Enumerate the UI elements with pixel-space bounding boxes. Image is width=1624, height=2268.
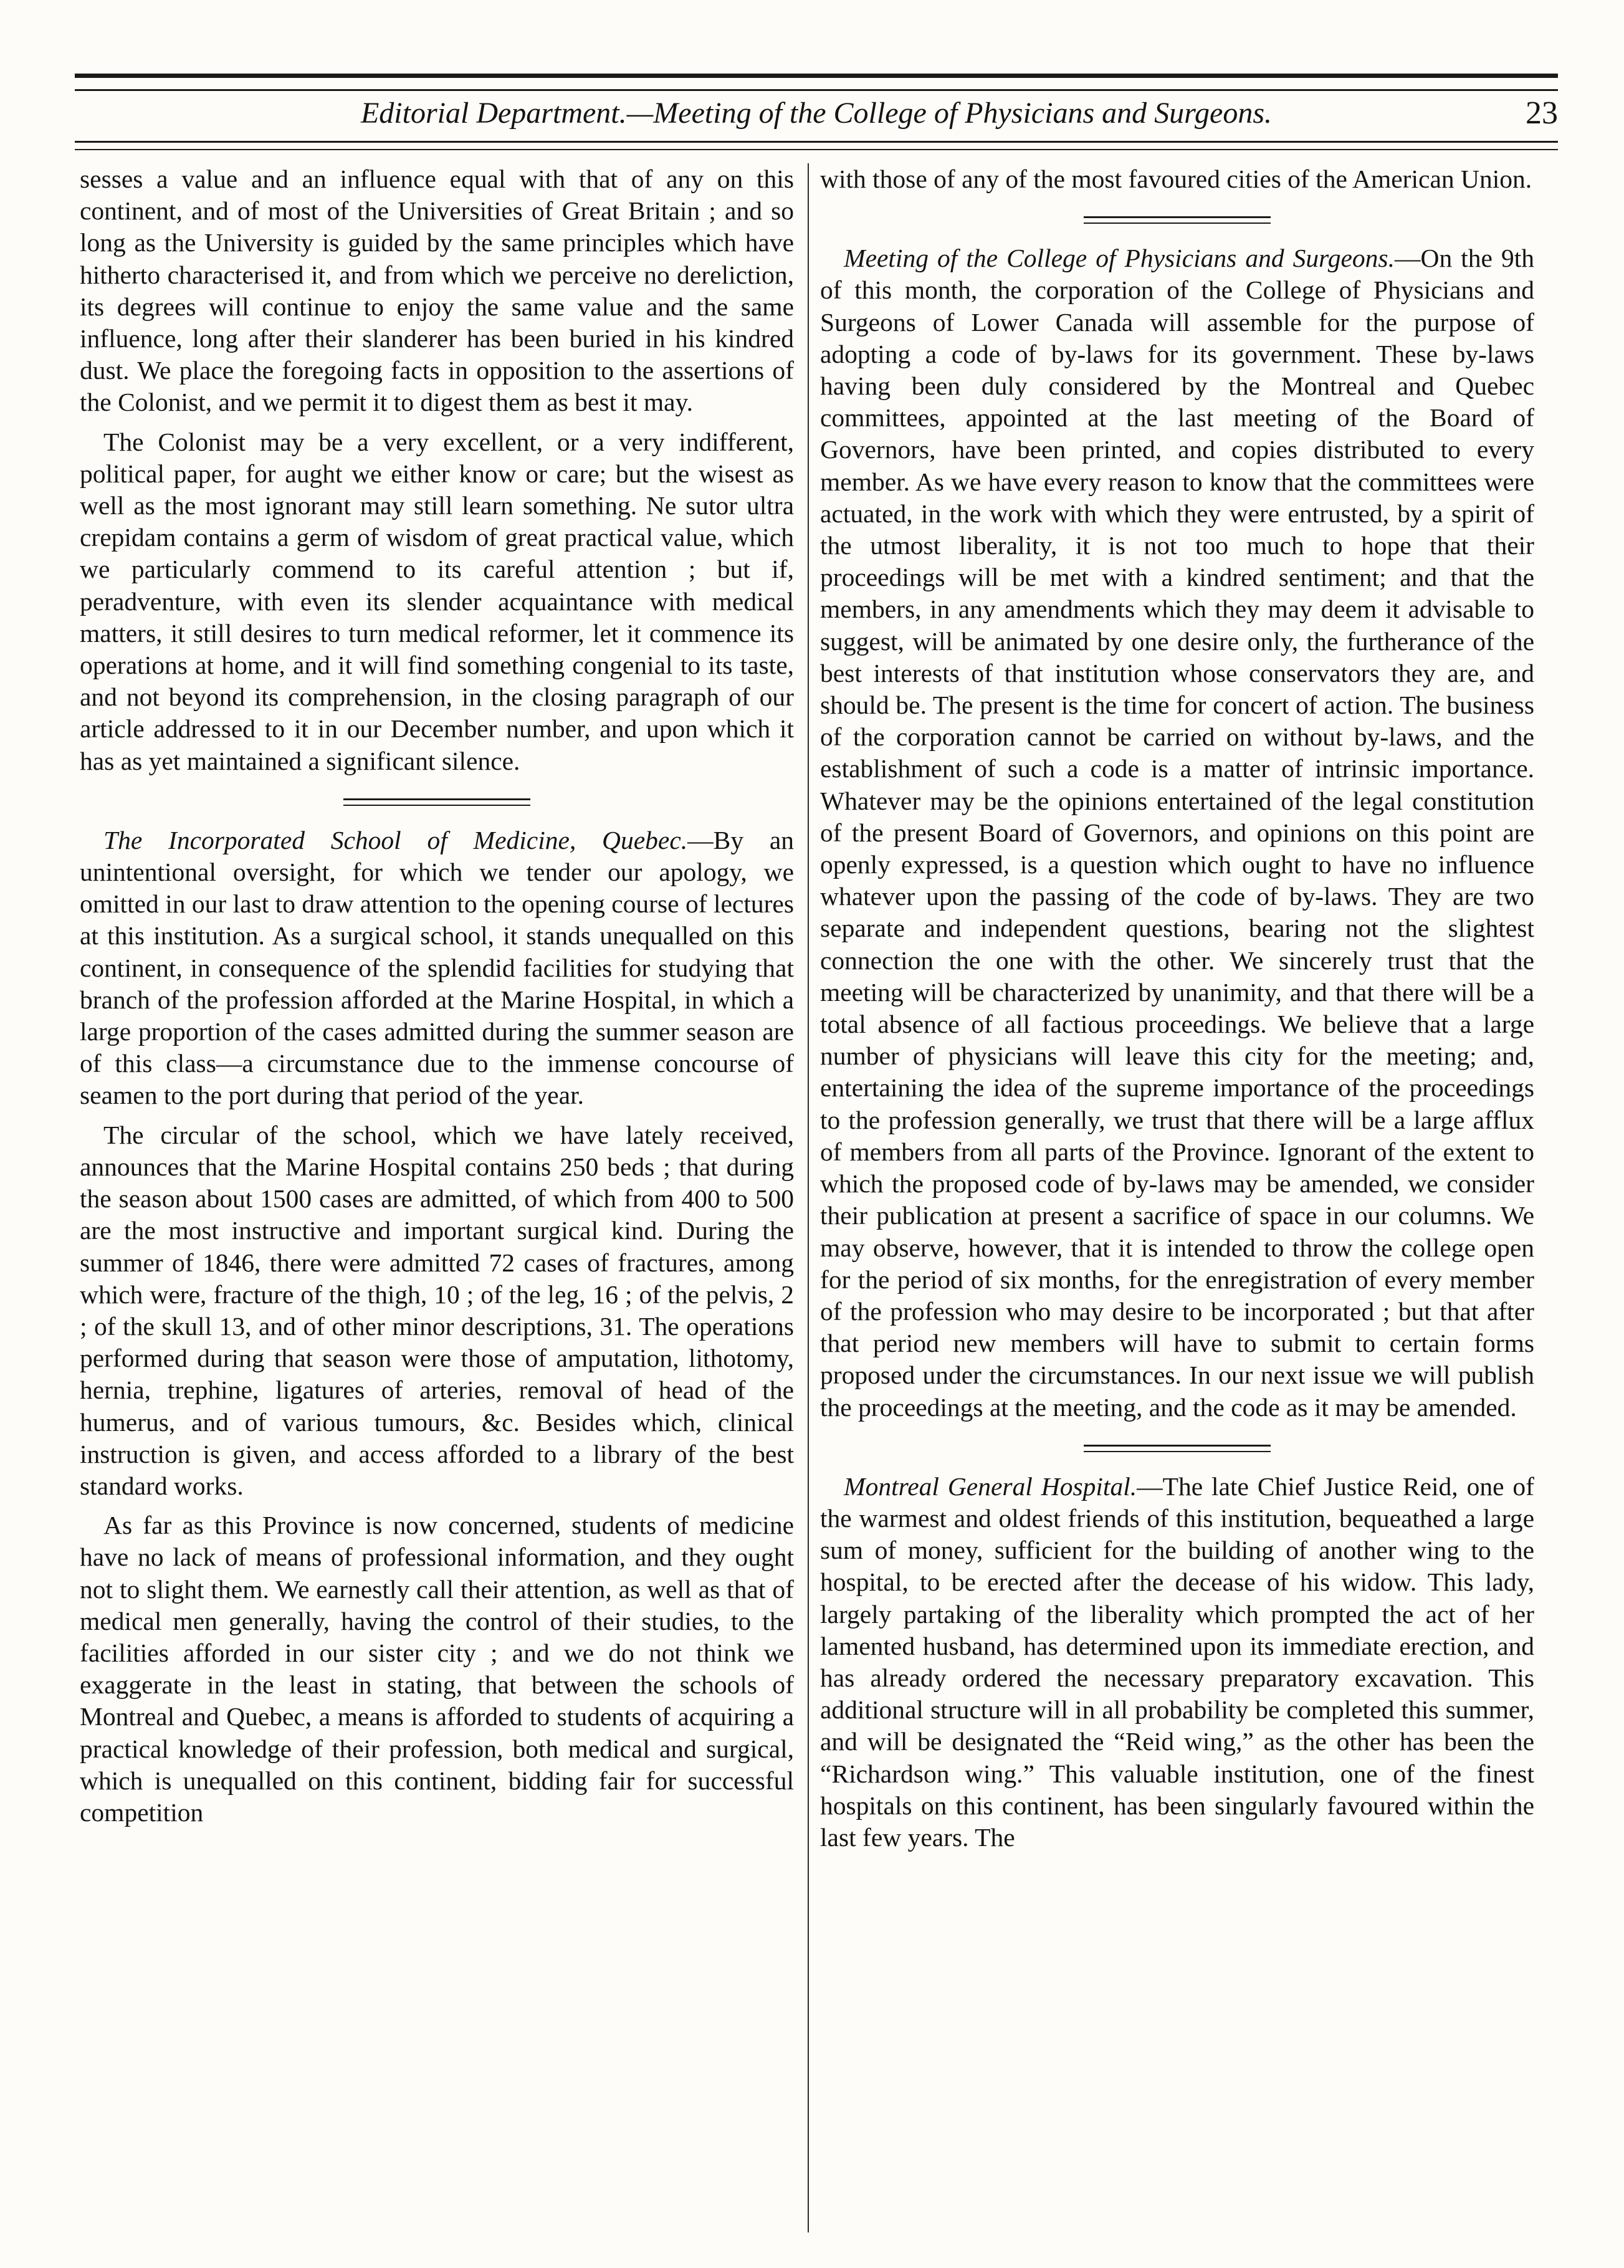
page-number: 23 (1526, 95, 1558, 131)
section-divider (1084, 216, 1271, 224)
article-incorporated-school (80, 825, 794, 1112)
header-rule-top (75, 74, 1558, 91)
section-heading: The Incorporated School of Medicine, Quebec. (103, 825, 688, 854)
left-column (80, 163, 794, 2232)
paragraph: The circular of the school, which we have lately received, announces that the Marine Hospital contains 250 beds ; that during the season about 1500 cases are admitted, of which from 400 to 500 are the most instructive and important surgical kind. During the summer of 1846, there were admitted 72 cases of fractures, among which were, fracture of the thigh, 10 ; of the leg, 16 ; of the pelvis, 2 ; of the skull 13, and of other minor descriptions, 31. The operations performed during that season were those of amputation, lithotomy, hernia, trephine, ligatures of arteries, removal of head of the humerus, and of various tumours, &c. Besides which, clinical instruction is given, and access afforded to a library of the best standard works. (80, 1120, 794, 1500)
paragraph-text: —On the 9th of this month, the corporation of the College of Physicians and Surgeons of Lower Canada will assemble for the purpose of adopting a code of by-laws for its government. These by-laws having been duly considered by the Montreal and Quebec committees, appointed at the last meeting of the Board of Governors, have been printed, and copies distributed to every member. As we have every reason to know that the committees were actuated, in the work with which they were entrusted, by a spirit of the utmost liberality, it is not too much to hope that their proceedings will be met with a kindred sentiment; and that the members, in any amendments which they may deem it advisable to suggest, will be animated by one desire only, the furtherance of the best interests of that institution whose conservators they are, and should be. The present is the time for concert of action. The business of the corporation cannot be carried on without by-laws, and the establishment of such a code is a matter of intrinsic importance. Whatever may be the opinions entertained of the legal constitution of the present Board of Governors, and opinions on this point are openly expressed, is a question which ought to have no influence whatever upon the passing of the code of by-laws. They are two separate and independent questions, bearing not the slightest connection the one with the other. We sincerely trust that the meeting will be characterized by unanimity, and that there will be a total absence of all factious proceedings. We believe that a large number of physicians will leave this city for the meeting; and, entertaining the idea of the supreme importance of the proceedings to the profession generally, we trust that there will be a large afflux of members from all parts of the Province. Ignorant of the extent to which the proposed code of by-laws may be amended, we consider their publication at present a sacrifice of space in our columns. We may observe, however, that it is intended to throw the college open for the period of six months, for the enregistration of every member of the profession who may desire to be incorporated ; but that after that period new members will have to submit to certain forms proposed under the circumstances. In our next issue we will publish the proceedings at the meeting, and the code as it may be amended. (820, 244, 1534, 1422)
article-montreal-hospital (820, 1471, 1534, 1854)
paragraph-text: —By an unintentional oversight, for which we tender our apology, we omitted in our last to draw attention to the opening course of lectures at this institution. As a surgical school, it stands unequalled on this continent, in consequence of the splendid facilities for studying that branch of the profession afforded at the Marine Hospital, in which a large proportion of the cases admitted during the summer season are of this class—a circumstance due to the immense concourse of seamen to the port during that period of the year. (80, 825, 794, 1110)
paragraph: As far as this Province is now concerned, students of medicine have no lack of means of professional information, and they ought not to slight them. We earnestly call their attention, as well as that of medical men generally, having the control of their studies, to the facilities afforded in our sister city ; and we do not think we exaggerate in the least in stating, that between the schools of Montreal and Quebec, a means is afforded to students of acquiring a practical knowledge of their profession, both medical and surgical, which is unequalled on this continent, bidding fair for successful competition (80, 1511, 794, 1827)
header-rule-bottom (75, 141, 1558, 150)
column-divider (808, 163, 809, 2232)
running-head-title: Editorial Department.—Meeting of the College of Physicians and Surgeons. (360, 97, 1273, 130)
section-divider (1084, 1445, 1271, 1452)
article-college-meeting (820, 242, 1534, 1423)
paragraph: sesses a value and an influence equal with that of any on this continent, and of most of the Universities of Great Britain ; and so long as the University is guided by the same principles which have hitherto characterised it, and from which we perceive no dereliction, its degrees will continue to enjoy the same value and the same influence, long after their slanderer has been buried in his kindred dust. We place the foregoing facts in opposition to the assertions of the Colonist, and we permit it to digest them as best it may. (80, 165, 794, 417)
section-heading: Meeting of the College of Physicians and Surgeons. (844, 244, 1395, 273)
right-column (820, 163, 1534, 2232)
paragraph: with those of any of the most favoured cities of the American Union. (820, 165, 1532, 193)
section-heading: Montreal General Hospital. (844, 1471, 1137, 1501)
paragraph-text: —The late Chief Justice Reid, one of the warmest and oldest friends of this institution, bequeathed a large sum of money, sufficient for the building of another wing to the hospital, to be erected after the decease of his widow. This lady, largely partaking of the liberality which prompted the act of her lamented husband, has determined upon its immediate erection, and has already ordered the necessary preparatory excavation. This additional structure will in all probability be completed this summer, and will be designated the “Reid wing,” as the other has been the “Richardson wing.” This valuable institution, one of the finest hospitals on this continent, has been singularly favoured within the last few years. The (820, 1471, 1534, 1852)
section-divider (343, 798, 530, 806)
paragraph: The Colonist may be a very excellent, or a very indifferent, political paper, for aught we either know or care; but the wisest as well as the most ignorant may still learn something. Ne sutor ultra crepidam contains a germ of wisdom of great practical value, which we particularly commend to its careful attention ; but if, peradventure, with even its slender acquaintance with medical matters, it still desires to turn medical reformer, let it commence its operations at home, and it will find something congenial to its taste, and not beyond its comprehension, in the closing paragraph of our article addressed to it in our December number, and upon which it has as yet maintained a significant silence. (80, 427, 794, 775)
running-head (75, 92, 1558, 135)
